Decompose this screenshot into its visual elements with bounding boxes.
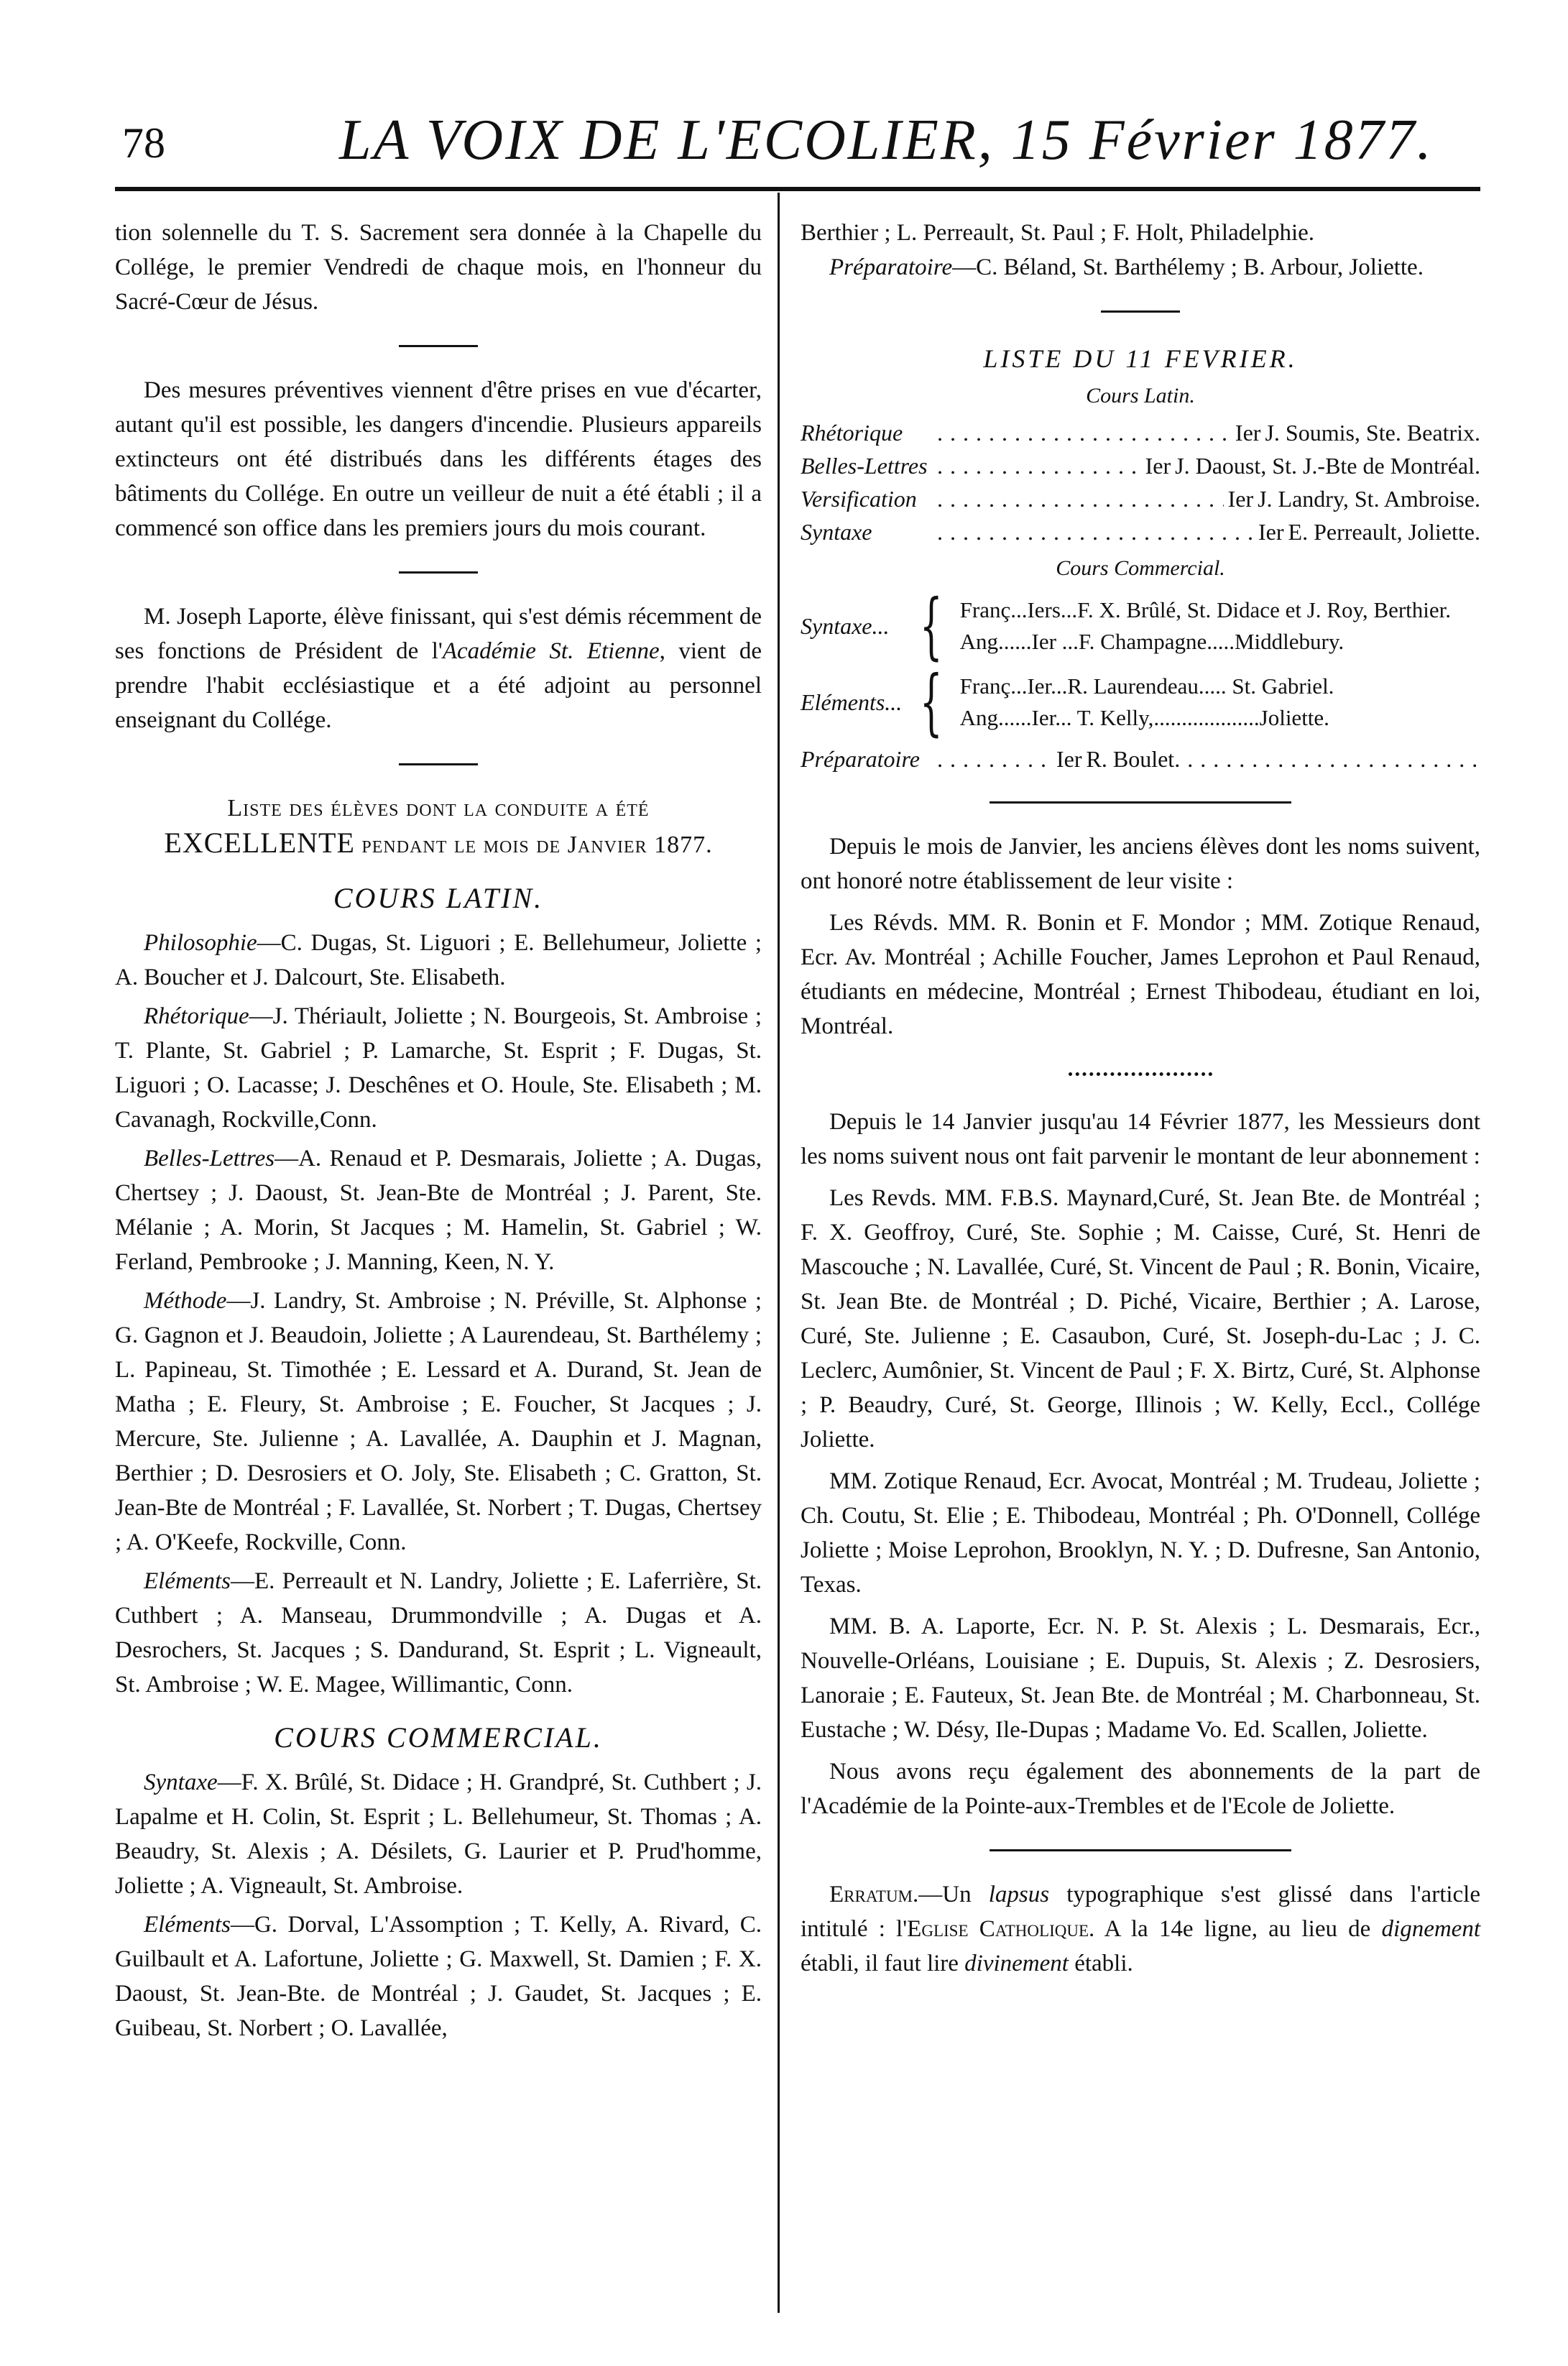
- dotted-separator: [1069, 1072, 1212, 1076]
- list-item: Rhétorique—J. Thériault, Joliette ; N. Bourgeois, St. Ambroise ; T. Plante, St. Gabriel ; P. Lamarche, St. Esprit ; F. Dugas, St. Liguori ; O. Lacasse; J. Deschênes et O. Houle, Ste. Elisabeth ; M. Cavanagh, Rockville,Conn.: [115, 1003, 762, 1133]
- paragraph-incendie: Des mesures préventives viennent d'être prises en vue d'écarter, autant qu'il est possible, les dangers d'incendie. Plusieurs appareils extincteurs ont été distribués dans les différents étages des bâtiments du Collége. En outre un veilleur de nuit a été établi ; il a commencé son office dans les premiers jours du mois courant.: [115, 377, 762, 541]
- page-number: 78: [122, 119, 165, 167]
- latin-list: [115, 926, 762, 1702]
- list-item: Syntaxe—F. X. Brûlé, St. Didace ; H. Grandpré, St. Cuthbert ; J. Lapalme et H. Colin, St. Esprit ; L. Bellehumeur, St. Thomas ; A. Beaudry, St. Alexis ; A. Désilets, G. Laurier et P. Prud'homme, Joliette ; A. Vigneault, St. Ambroise.: [115, 1769, 762, 1899]
- header-rule: [115, 187, 1480, 191]
- separator: [399, 571, 478, 574]
- prize-row: Versification . . . Ier J. Landry, St. Ambroise.: [801, 482, 1480, 515]
- continuation-text: Berthier ; L. Perreault, St. Paul ; F. Holt, Philadelphie.: [801, 220, 1315, 246]
- paragraph-sacrement: tion solennelle du T. S. Sacrement sera donnée à la Chapelle du Collége, le premier Vendredi de chaque mois, en l'honneur du Sacré-Cœur de Jésus.: [115, 220, 762, 315]
- paragraph-visit-names: Les Révds. MM. R. Bonin et F. Mondor ; MM. Zotique Renaud, Ecr. Av. Montréal ; Achille Foucher, James Leprohon et Paul Renaud, étudiants en médecine, Montréal ; Ernest Thibodeau, étudiant en loi, Montréal.: [801, 910, 1480, 1039]
- preparatoire-entry: Préparatoire—C. Béland, St. Barthélemy ; B. Arbour, Joliette.: [829, 254, 1424, 280]
- liste-fevrier-heading: LISTE DU 11 FEVRIER.: [983, 344, 1298, 373]
- list-item: Eléments—E. Perreault et N. Landry, Joliette ; E. Laferrière, St. Cuthbert ; A. Manseau, Drummondville ; A. Dugas et A. Desrochers, St. Jacques ; S. Dandurand, St. Esprit ; L. Vigneault, St. Ambroise ; W. E. Magee, Willimantic, Conn.: [115, 1568, 762, 1698]
- list-item: Belles-Lettres—A. Renaud et P. Desmarais, Joliette ; A. Dugas, Chertsey ; J. Daoust, St. Jean-Bte de Montréal ; J. Parent, Ste. Mélanie ; A. Morin, St Jacques ; M. Hamelin, St. Gabriel ; W. Ferland, Pembrooke ; J. Manning, Keen, N. Y.: [115, 1146, 762, 1275]
- brace-glyph: {: [919, 660, 943, 744]
- separator: [399, 763, 478, 765]
- list-item: Méthode—J. Landry, St. Ambroise ; N. Préville, St. Alphonse ; G. Gagnon et J. Beaudoin, Joliette ; A Laurendeau, St. Barthélemy ; L. Papineau, St. Timothée ; E. Lessard et A. Durand, St. Jean de Matha ; E. Fleury, St. Ambroise ; E. Foucher, St Jacques ; J. Mercure, Ste. Julienne ; A. Lavallée, A. Dauphin et J. Magnan, Berthier ; D. Desrosiers et O. Joly, Ste. Elisabeth ; C. Gratton, St. Jean-Bte de Montréal ; F. Lavallée, St. Norbert ; T. Dugas, Chertsey ; A. O'Keefe, Rockville, Conn.: [115, 1288, 762, 1555]
- left-column: [115, 216, 762, 2050]
- paragraph-erratum: Erratum.—Un lapsus typographique s'est glissé dans l'article intitulé : l'Eglise Catholique. A la 14e ligne, au lieu de dignement établi, il faut lire divinement établi.: [801, 1882, 1480, 1976]
- list-item: Philosophie—C. Dugas, St. Liguori ; E. Bellehumeur, Joliette ; A. Boucher et J. Dalcourt, Ste. Elisabeth.: [115, 930, 762, 990]
- cours-commercial-heading: COURS COMMERCIAL.: [274, 1721, 603, 1754]
- page-header: [115, 108, 1480, 187]
- paragraph-subscribers-2: MM. Zotique Renaud, Ecr. Avocat, Montréal ; M. Trudeau, Joliette ; Ch. Coutu, St. Elie ; E. Thibodeau, Montréal ; Ph. O'Donnell, Collége Joliette ; Moise Leprohon, Brooklyn, N. Y. ; D. Dufresne, San Antonio, Texas.: [801, 1468, 1480, 1598]
- academie-name: Académie St. Etienne: [442, 638, 660, 664]
- conduite-list-title: Liste des élèves dont la conduite a été: [227, 795, 650, 821]
- paragraph-visits: Depuis le mois de Janvier, les anciens élèves dont les noms suivent, ont honoré notre établissement de leur visite :: [801, 834, 1480, 894]
- conduite-list-subtitle: EXCELLENTE pendant le mois de Janvier 1877.: [164, 827, 713, 859]
- cours-commercial-subheading: Cours Commercial.: [1056, 556, 1225, 580]
- cours-latin-heading: COURS LATIN.: [333, 882, 544, 914]
- prize-row: Préparatoire . . . Ier R. Boulet . . .: [801, 742, 1480, 775]
- prize-row: Belles-Lettres . . . Ier J. Daoust, St. J.-Bte de Montréal.: [801, 449, 1480, 482]
- paragraph-laporte: M. Joseph Laporte, élève finissant, qui s'est démis récemment de ses fonctions de Président de l'Académie St. Etienne, vient de prendre l'habit ecclésiastique et a été adjoint au personnel enseignant du Collége.: [115, 604, 762, 733]
- cours-latin-subheading: Cours Latin.: [1086, 384, 1195, 408]
- separator: [990, 801, 1291, 804]
- right-column: [801, 216, 1480, 1988]
- paragraph-subscribers-3: MM. B. A. Laporte, Ecr. N. P. St. Alexis ; L. Desmarais, Ecr., Nouvelle-Orléans, Louisiane ; E. Dupuis, St. Alexis ; Z. Desrosiers, Lanoraie ; E. Fauteux, St. Jean Bte. de Montréal ; M. Charbonneau, St. Eustache ; W. Désy, Ile-Dupas ; Madame Vo. Ed. Scallen, Joliette.: [801, 1614, 1480, 1743]
- column-divider: [778, 193, 780, 2313]
- paragraph-subscribers-4: Nous avons reçu également des abonnements de la part de l'Académie de la Pointe-aux-Trembles et de l'Ecole de Joliette.: [801, 1759, 1480, 1819]
- separator: [1101, 310, 1180, 313]
- elements-group: Eléments... { Franç...Ier...R. Laurendeau..... St. Gabriel. Ang......Ier... T. Kelly,...................Joliette.: [801, 660, 1334, 744]
- separator: [399, 345, 478, 347]
- paragraph-subscriptions-intro: Depuis le 14 Janvier jusqu'au 14 Février 1877, les Messieurs dont les noms suivent nous ont fait parvenir le montant de leur abonnement :: [801, 1109, 1480, 1169]
- latin-prize-list: [801, 416, 1480, 548]
- list-item: Eléments—G. Dorval, L'Assomption ; T. Kelly, A. Rivard, C. Guilbault et A. Lafortune, Joliette ; G. Maxwell, St. Damien ; F. X. Daoust, St. Jean-Bte. de Montréal ; J. Gaudet, St. Jacques ; E. Guibeau, St. Norbert ; O. Lavallée,: [115, 1912, 762, 2041]
- journal-title: LA VOIX DE L'ECOLIER, 15 Février 1877.: [339, 109, 1434, 172]
- brace-glyph: {: [919, 584, 943, 668]
- paragraph-subscribers-1: Les Revds. MM. F.B.S. Maynard,Curé, St. Jean Bte. de Montréal ; F. X. Geoffroy, Curé, Ste. Sophie ; M. Caisse, Curé, St. Henri de Mascouche ; N. Lavallée, Curé, St. Vincent de Paul ; R. Bonin, Vicaire, St. Jean Bte. de Montréal ; D. Piché, Vicaire, Berthier ; A. Larose, Curé, Ste. Julienne ; E. Casaubon, Curé, St. Joseph-du-Lac ; J. C. Leclerc, Aumônier, St. Vincent de Paul ; F. X. Birtz, Curé, St. Alphonse ; P. Beaudry, Curé, St. George, Illinois ; W. Kelly, Eccl., Collége Joliette.: [801, 1185, 1480, 1453]
- separator: [990, 1849, 1291, 1851]
- prize-row: Rhétorique . . . Ier J. Soumis, Ste. Beatrix.: [801, 416, 1480, 449]
- prize-row: Syntaxe . . . Ier E. Perreault, Joliette.: [801, 515, 1480, 548]
- commercial-list: [115, 1765, 762, 2045]
- syntaxe-group: Syntaxe... { Franç...Iers...F. X. Brûlé, St. Didace et J. Roy, Berthier. Ang......Ier ...F. Champagne.....Middlebury.: [801, 584, 1452, 668]
